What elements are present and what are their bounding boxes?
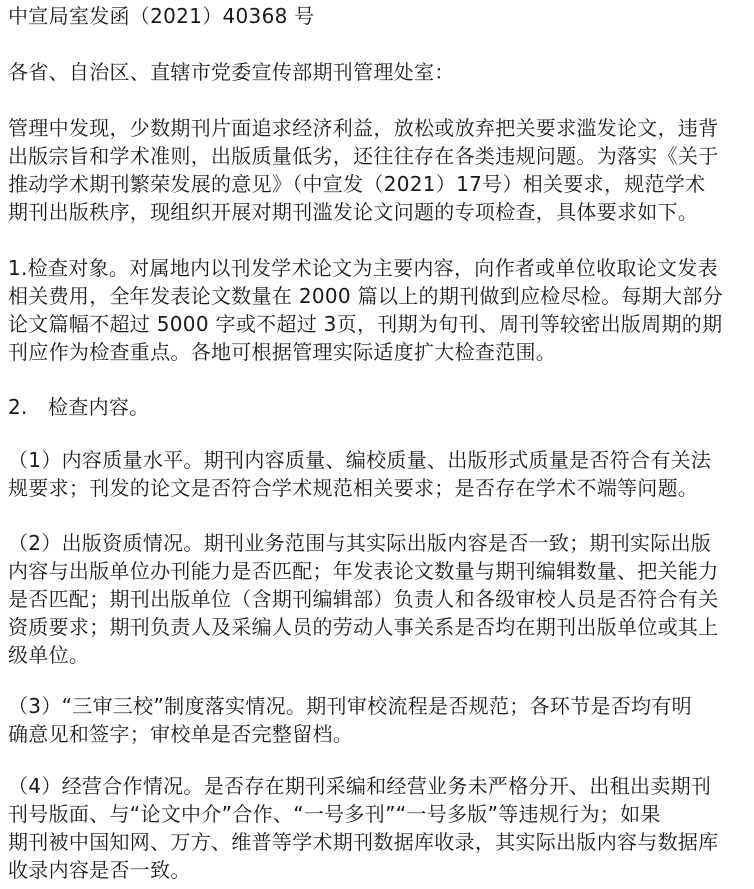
paragraph-line: 论文篇幅不超过 5000 字或不超过 3页，刊期为旬刊、周刊等较密出版周期的期 xyxy=(8,312,723,336)
paragraph-line: 出版宗旨和学术准则，出版质量低劣，还往往存在各类违规问题。为落实《关于 xyxy=(8,144,719,168)
paragraph-line: 管理中发现，少数期刊片面追求经济利益，放松或放弃把关要求滥发论文，违背 xyxy=(8,116,719,140)
paragraph-business-cooperation xyxy=(8,772,750,884)
paragraph-line: 刊号版面、与“论文中介”合作、“一号多刊”“一号多版”等违规行为；如果 xyxy=(8,802,661,826)
doc-number-text: 中宣局室发函（2021）40368 号 xyxy=(8,4,315,28)
paragraph-line: 相关费用，全年发表论文数量在 2000 篇以上的期刊做到应检尽检。每期大部分 xyxy=(8,284,724,308)
paragraph-line: 2. 检查内容。 xyxy=(8,395,150,419)
recipient-line xyxy=(8,58,750,86)
paragraph-line: 期刊出版秩序，现组织开展对期刊滥发论文问题的专项检查，具体要求如下。 xyxy=(8,200,699,224)
paragraph-line: （4）经营合作情况。是否存在期刊采编和经营业务未严格分开、出租出卖期刊 xyxy=(8,774,712,798)
paragraph-line: 收录内容是否一致。 xyxy=(8,858,191,882)
paragraph-review-system xyxy=(8,692,750,748)
paragraph-line: （3）“三审三校”制度落实情况。期刊审校流程是否规范；各环节是否均有明 xyxy=(8,694,692,718)
paragraph-line: 期刊被中国知网、万方、维普等学术期刊数据库收录，其实际出版内容与数据库 xyxy=(8,830,719,854)
paragraph-line: 是否匹配；期刊出版单位（含期刊编辑部）负责人和各级审校人员是否符合有关 xyxy=(8,587,719,611)
paragraph-line: 规要求；刊发的论文是否符合学术规范相关要求；是否存在学术不端等问题。 xyxy=(8,476,699,500)
paragraph-publishing-qualification xyxy=(8,529,750,669)
paragraph-line: 内容与出版单位办刊能力是否匹配；年发表论文数量与期刊编辑数量、把关能力 xyxy=(8,559,719,583)
paragraph-line: 确意见和签字；审校单是否完整留档。 xyxy=(8,722,354,746)
paragraph-line: 级单位。 xyxy=(8,643,90,667)
paragraph-intro xyxy=(8,114,750,226)
recipient-text: 各省、自治区、直辖市党委宣传部期刊管理处室： xyxy=(8,60,455,84)
doc-number xyxy=(8,2,750,30)
paragraph-line: （2）出版资质情况。期刊业务范围与其实际出版内容是否一致；期刊实际出版 xyxy=(8,531,712,555)
paragraph-line: 刊应作为检查重点。各地可根据管理实际适度扩大检查范围。 xyxy=(8,340,557,364)
paragraph-line: 资质要求；期刊负责人及采编人员的劳动人事关系是否均在期刊出版单位或其上 xyxy=(8,615,719,639)
paragraph-line: （1）内容质量水平。期刊内容质量、编校质量、出版形式质量是否符合有关法 xyxy=(8,448,712,472)
paragraph-line: 推动学术期刊繁荣发展的意见》（中宣发（2021）17号）相关要求，规范学术 xyxy=(8,172,706,196)
paragraph-inspection-content-heading xyxy=(8,393,750,421)
paragraph-content-quality xyxy=(8,446,750,502)
paragraph-line: 1.检查对象。对属地内以刊发学术论文为主要内容，向作者或单位收取论文发表 xyxy=(8,256,718,280)
paragraph-inspection-target xyxy=(8,254,750,366)
